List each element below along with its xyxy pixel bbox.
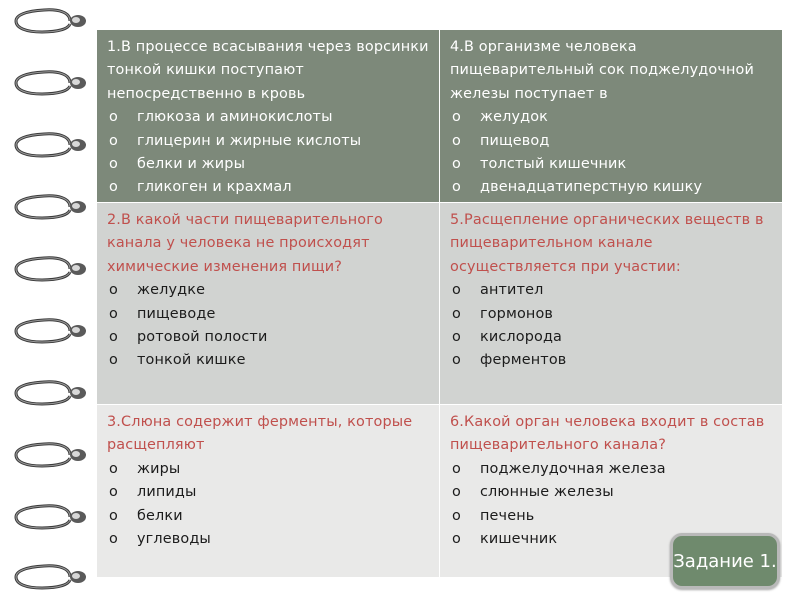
bullet-icon: o <box>109 460 118 477</box>
bullet-icon: o <box>452 305 461 322</box>
bullet-icon: o <box>109 156 118 173</box>
answer-option[interactable] <box>450 279 774 302</box>
spiral-ring-icon <box>6 128 92 162</box>
answer-option[interactable] <box>450 153 774 176</box>
bullet-icon: o <box>109 179 118 196</box>
bullet-icon: o <box>452 109 461 126</box>
bullet-icon: o <box>109 132 118 149</box>
answer-option[interactable] <box>107 303 431 326</box>
answer-option[interactable] <box>107 153 431 176</box>
answer-option[interactable] <box>107 349 431 372</box>
question-cell-3 <box>97 405 440 578</box>
answer-option-label: гликоген и крахмал <box>137 179 292 196</box>
answer-option[interactable] <box>107 130 431 153</box>
answer-option[interactable] <box>107 326 431 349</box>
answer-option-label: гормонов <box>480 305 554 322</box>
task-button-label: Задание 1. <box>673 550 777 572</box>
spiral-binding <box>0 0 96 600</box>
spiral-ring-icon <box>6 314 92 348</box>
answer-options <box>107 279 431 373</box>
bullet-icon: o <box>109 484 118 501</box>
answer-option-label: пищевод <box>480 132 550 149</box>
answer-option[interactable] <box>107 458 431 481</box>
question-cell-2 <box>97 203 440 405</box>
answer-option-label: ротовой полости <box>137 329 268 346</box>
bullet-icon: o <box>452 507 461 524</box>
bullet-icon: o <box>452 156 461 173</box>
spiral-ring-icon <box>6 190 92 224</box>
answer-option-label: ферментов <box>480 352 567 369</box>
answer-option-label: желудок <box>480 109 549 126</box>
answer-option-label: слюнные железы <box>480 484 614 501</box>
spiral-ring-icon <box>6 438 92 472</box>
answer-option-label: желудке <box>137 282 206 299</box>
quiz-table <box>96 29 783 578</box>
question-cell-5 <box>440 203 783 405</box>
bullet-icon: o <box>452 179 461 196</box>
answer-option-label: печень <box>480 507 535 524</box>
answer-option-label: двенадцатиперстную кишку <box>480 179 703 196</box>
question-text: 1.В процессе всасывания через ворсинки тонкой кишки поступают непосредственно в кровь <box>107 39 429 102</box>
answer-option-label: белки и жиры <box>137 156 246 173</box>
answer-option-label: кишечник <box>480 531 558 548</box>
answer-options <box>107 106 431 200</box>
bullet-icon: o <box>452 132 461 149</box>
question-cell-1 <box>97 30 440 203</box>
spiral-ring-icon <box>6 252 92 286</box>
answer-option[interactable] <box>450 458 774 481</box>
answer-option[interactable] <box>107 505 431 528</box>
quiz-row-2 <box>97 203 783 405</box>
answer-options <box>450 106 774 200</box>
answer-option[interactable] <box>450 130 774 153</box>
bullet-icon: o <box>109 531 118 548</box>
spiral-ring-icon <box>6 376 92 410</box>
bullet-icon: o <box>109 352 118 369</box>
answer-option-label: пищеводе <box>137 305 216 322</box>
bullet-icon: o <box>109 329 118 346</box>
bullet-icon: o <box>452 460 461 477</box>
answer-option[interactable] <box>107 176 431 199</box>
answer-option[interactable] <box>450 176 774 199</box>
answer-option-label: жиры <box>137 460 181 477</box>
spiral-ring-icon <box>6 500 92 534</box>
bullet-icon: o <box>452 352 461 369</box>
question-cell-4 <box>440 30 783 203</box>
bullet-icon: o <box>109 282 118 299</box>
quiz-row-1 <box>97 30 783 203</box>
answer-option-label: глюкоза и аминокислоты <box>137 109 333 126</box>
task-button[interactable] <box>670 533 780 589</box>
answer-option[interactable] <box>107 279 431 302</box>
question-text: 5.Расщепление органических веществ в пищеварительном канале осуществляется при участии: <box>450 212 764 275</box>
answer-option-label: кислорода <box>480 329 563 346</box>
question-text: 6.Какой орган человека входит в состав пищеварительного канала? <box>450 414 765 454</box>
answer-option-label: толстый кишечник <box>480 156 627 173</box>
answer-options <box>450 279 774 373</box>
bullet-icon: o <box>109 305 118 322</box>
question-text: 4.В организме человека пищеварительный сок поджелудочной железы поступает в <box>450 39 755 102</box>
bullet-icon: o <box>452 282 461 299</box>
bullet-icon: o <box>452 329 461 346</box>
question-text: 2.В какой части пищеварительного канала у человека не происходят химические изменения пищи? <box>107 212 383 275</box>
answer-option[interactable] <box>107 106 431 129</box>
spiral-ring-icon <box>6 66 92 100</box>
answer-option-label: углеводы <box>137 531 211 548</box>
answer-option-label: антител <box>480 282 544 299</box>
bullet-icon: o <box>452 531 461 548</box>
answer-option[interactable] <box>450 303 774 326</box>
answer-option-label: белки <box>137 507 183 524</box>
bullet-icon: o <box>109 507 118 524</box>
answer-option-label: липиды <box>137 484 197 501</box>
spiral-ring-icon <box>6 4 92 38</box>
answer-option[interactable] <box>450 326 774 349</box>
answer-option[interactable] <box>450 106 774 129</box>
answer-option[interactable] <box>450 505 774 528</box>
question-text: 3.Слюна содержит ферменты, которые расщепляют <box>107 414 413 454</box>
answer-option[interactable] <box>450 481 774 504</box>
bullet-icon: o <box>109 109 118 126</box>
answer-option[interactable] <box>450 349 774 372</box>
answer-option-label: поджелудочная железа <box>480 460 666 477</box>
spiral-ring-icon <box>6 560 92 594</box>
bullet-icon: o <box>452 484 461 501</box>
answer-options <box>107 458 431 552</box>
answer-option-label: тонкой кишке <box>137 352 246 369</box>
answer-option[interactable] <box>107 528 431 551</box>
answer-option[interactable] <box>107 481 431 504</box>
answer-option-label: глицерин и жирные кислоты <box>137 132 362 149</box>
